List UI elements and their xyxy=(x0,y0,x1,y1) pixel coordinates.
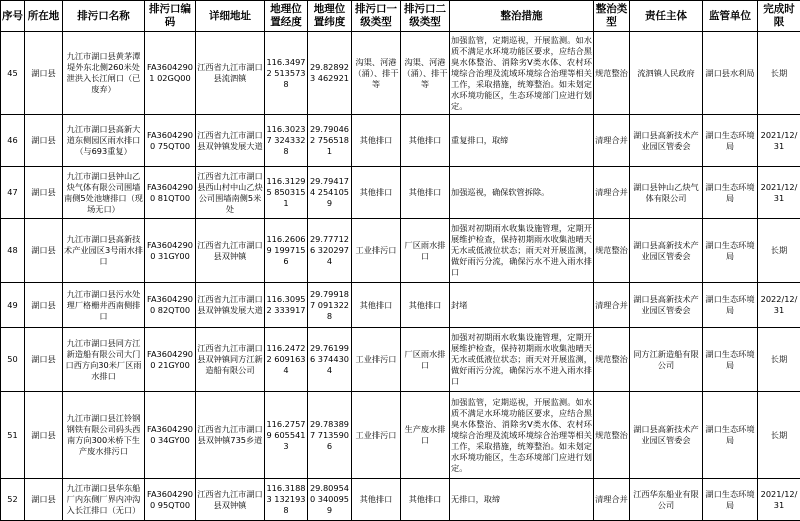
cell-latitude: 29.783897 7135906 xyxy=(308,392,352,479)
cell-name: 九江市湖口县钟山乙炔气体有限公司围墙南侧5处池塘排口（现场无口） xyxy=(63,167,145,219)
cell-longitude: 116.24722 6091634 xyxy=(265,328,308,392)
cell-longitude: 116.30237 3243328 xyxy=(265,115,308,167)
cell-no: 45 xyxy=(1,32,25,115)
header-type1: 排污口一级类型 xyxy=(352,1,401,32)
cell-type2: 沟渠、河港（涌）、排干等 xyxy=(401,32,450,115)
cell-no: 51 xyxy=(1,392,25,479)
cell-address: 江西省九江市湖口县双钟镇735乡道 xyxy=(196,392,265,479)
cell-owner: 湖口县高新技术产业园区管委会 xyxy=(630,219,703,283)
header-location: 所在地 xyxy=(25,1,63,32)
cell-code: FA36042900 34GY00 xyxy=(145,392,196,479)
cell-rectify-type: 清理合并 xyxy=(594,167,630,219)
cell-owner: 同方江新造船有限公司 xyxy=(630,328,703,392)
cell-type1: 沟渠、河港（涌）、排干等 xyxy=(352,32,401,115)
cell-code: FA36042900 31GY00 xyxy=(145,219,196,283)
cell-address: 江西省九江市湖口县流泗镇 xyxy=(196,32,265,115)
cell-location: 湖口县 xyxy=(25,219,63,283)
cell-no: 50 xyxy=(1,328,25,392)
cell-longitude: 116.26069 1997156 xyxy=(265,219,308,283)
header-address: 详细地址 xyxy=(196,1,265,32)
cell-measures: 封堵 xyxy=(450,283,594,328)
table-row xyxy=(1,479,800,521)
header-name: 排污口名称 xyxy=(63,1,145,32)
cell-type1: 其他排口 xyxy=(352,167,401,219)
cell-location: 湖口县 xyxy=(25,32,63,115)
cell-type1: 工业排污口 xyxy=(352,219,401,283)
cell-name: 九江市湖口县黄茅潭堤外东北侧260米处泄洪入长江闸口（已废弃） xyxy=(63,32,145,115)
cell-type2: 厂区雨水排口 xyxy=(401,328,450,392)
cell-code: FA36042900 21GY00 xyxy=(145,328,196,392)
cell-no: 47 xyxy=(1,167,25,219)
cell-type2: 厂区雨水排口 xyxy=(401,219,450,283)
cell-measures: 加强监管，定期巡视，开展监测。如水质不满足水环境功能区要求，应结合黑臭水体整治、消除劣V类水体、农村环境综合治理及流域环境综合治理等相关工作，采取措施，统筹整治。如未划定水环境功能区，生态环境部门应进行划定。 xyxy=(450,32,594,115)
cell-supervisor: 湖口生态环境局 xyxy=(703,328,758,392)
cell-longitude: 116.27579 6055413 xyxy=(265,392,308,479)
table-row xyxy=(1,115,800,167)
cell-address: 江西省九江市湖口县双钟镇同方江新造船有限公司 xyxy=(196,328,265,392)
cell-code: FA36042900 95QT00 xyxy=(145,479,196,521)
cell-name: 九江市湖口县高新大道东侧园区雨水排口（与693重复） xyxy=(63,115,145,167)
header-no: 序号 xyxy=(1,1,25,32)
cell-latitude: 29.790462 7565181 xyxy=(308,115,352,167)
header-owner: 责任主体 xyxy=(630,1,703,32)
cell-rectify-type: 清理合并 xyxy=(594,115,630,167)
cell-no: 49 xyxy=(1,283,25,328)
cell-supervisor: 湖口生态环境局 xyxy=(703,219,758,283)
cell-deadline: 长期 xyxy=(758,328,800,392)
cell-type2: 其他排口 xyxy=(401,167,450,219)
cell-name: 九江市湖口县同方江新造船有限公司大门口西方向30米厂区雨水排口 xyxy=(63,328,145,392)
cell-deadline: 2022/12/31 xyxy=(758,283,800,328)
table-row xyxy=(1,219,800,283)
cell-deadline: 2021/12/31 xyxy=(758,479,800,521)
cell-deadline: 2021/12/31 xyxy=(758,167,800,219)
cell-supervisor: 湖口县水利局 xyxy=(703,32,758,115)
cell-location: 湖口县 xyxy=(25,283,63,328)
header-type2: 排污口二级类型 xyxy=(401,1,450,32)
cell-name: 九江市湖口县江铃钢钢铁有限公司码头西南方向300米桥下生产废水排污口 xyxy=(63,392,145,479)
cell-address: 江西省九江市湖口县西山村中山乙炔公司围墙南侧5米处 xyxy=(196,167,265,219)
cell-supervisor: 湖口生态环境局 xyxy=(703,167,758,219)
cell-address: 江西省九江市湖口县双钟镇发展大道 xyxy=(196,283,265,328)
cell-type2: 生产废水排口 xyxy=(401,392,450,479)
header-row xyxy=(1,1,800,32)
cell-location: 湖口县 xyxy=(25,115,63,167)
table-row xyxy=(1,328,800,392)
header-latitude: 地理位置纬度 xyxy=(308,1,352,32)
cell-rectify-type: 规范整治 xyxy=(594,32,630,115)
cell-deadline: 2021/12/31 xyxy=(758,115,800,167)
cell-longitude: 116.31295 8503151 xyxy=(265,167,308,219)
table-row xyxy=(1,32,800,115)
cell-rectify-type: 规范整治 xyxy=(594,328,630,392)
cell-deadline: 长期 xyxy=(758,392,800,479)
header-rectify-type: 整治类型 xyxy=(594,1,630,32)
cell-address: 江西省九江市湖口县双钟镇 xyxy=(196,219,265,283)
cell-type1: 工业排污口 xyxy=(352,328,401,392)
cell-rectify-type: 规范整治 xyxy=(594,219,630,283)
cell-supervisor: 湖口生态环境局 xyxy=(703,283,758,328)
cell-address: 江西省九江市湖口县双钟镇发展大道 xyxy=(196,115,265,167)
cell-no: 46 xyxy=(1,115,25,167)
table-row xyxy=(1,167,800,219)
cell-no: 48 xyxy=(1,219,25,283)
cell-measures: 加强对初期雨水收集设施管理，定期开展维护检查，保持初期雨水收集池晴天无水或低液位状态；雨天对开展监测，做好雨污分流，确保污水不进入雨水排口 xyxy=(450,328,594,392)
cell-measures: 加强对初期雨水收集设施管理，定期开展维护检查，保持初期雨水收集池晴天无水或低液位状态；雨天对开展监测，做好雨污分流，确保污水不进入雨水排口 xyxy=(450,219,594,283)
cell-type1: 其他排口 xyxy=(352,115,401,167)
cell-supervisor: 湖口生态环境局 xyxy=(703,392,758,479)
header-code: 排污口编码 xyxy=(145,1,196,32)
cell-measures: 无排口，取缔 xyxy=(450,479,594,521)
cell-code: FA36042900 81QT00 xyxy=(145,167,196,219)
cell-measures: 加强监管，定期巡视，开展监测。如水质不满足水环境功能区要求，应结合黑臭水体整治、消除劣V类水体、农村环境综合治理及流域环境综合治理等相关工作，采取措施，统筹整治。如未划定水环境功能区，生态环境部门应进行划定。 xyxy=(450,392,594,479)
cell-owner: 湖口县钟山乙炔气体有限公司 xyxy=(630,167,703,219)
cell-rectify-type: 清理合并 xyxy=(594,479,630,521)
cell-latitude: 29.761996 3744304 xyxy=(308,328,352,392)
cell-supervisor: 湖口生态环境局 xyxy=(703,115,758,167)
header-measures: 整治措施 xyxy=(450,1,594,32)
cell-longitude: 116.34972 5135738 xyxy=(265,32,308,115)
cell-owner: 江西华东船业有限公司 xyxy=(630,479,703,521)
cell-deadline: 长期 xyxy=(758,32,800,115)
cell-longitude: 116.31883 1321938 xyxy=(265,479,308,521)
header-supervisor: 监管单位 xyxy=(703,1,758,32)
cell-latitude: 29.809540 3400959 xyxy=(308,479,352,521)
cell-code: FA36042901 02GQ00 xyxy=(145,32,196,115)
cell-measures: 重复排口，取缔 xyxy=(450,115,594,167)
header-longitude: 地理位置经度 xyxy=(265,1,308,32)
table-row xyxy=(1,392,800,479)
cell-name: 九江市湖口县华东船厂内东侧厂界内冲沟入长江排口（无口） xyxy=(63,479,145,521)
cell-longitude: 116.30952 333917 xyxy=(265,283,308,328)
cell-deadline: 长期 xyxy=(758,219,800,283)
cell-type1: 其他排口 xyxy=(352,283,401,328)
cell-location: 湖口县 xyxy=(25,328,63,392)
cell-owner: 湖口县高新技术产业园区管委会 xyxy=(630,283,703,328)
header-deadline: 完成时限 xyxy=(758,1,800,32)
cell-measures: 加强巡视，确保软管拆除。 xyxy=(450,167,594,219)
cell-type2: 其他排口 xyxy=(401,283,450,328)
cell-type1: 其他排口 xyxy=(352,479,401,521)
cell-code: FA36042900 82QT00 xyxy=(145,283,196,328)
cell-location: 湖口县 xyxy=(25,479,63,521)
cell-name: 九江市湖口县高新技术产业园区3号雨水排口 xyxy=(63,219,145,283)
cell-code: FA36042900 75QT00 xyxy=(145,115,196,167)
cell-owner: 流泗镇人民政府 xyxy=(630,32,703,115)
cell-type1: 工业排污口 xyxy=(352,392,401,479)
cell-latitude: 29.777126 3202974 xyxy=(308,219,352,283)
cell-latitude: 29.799187 0913228 xyxy=(308,283,352,328)
cell-latitude: 29.794174 2541059 xyxy=(308,167,352,219)
cell-location: 湖口县 xyxy=(25,392,63,479)
table-row xyxy=(1,283,800,328)
cell-rectify-type: 清理合并 xyxy=(594,283,630,328)
cell-owner: 湖口县高新技术产业园区管委会 xyxy=(630,115,703,167)
cell-no: 52 xyxy=(1,479,25,521)
cell-type2: 其他排口 xyxy=(401,479,450,521)
cell-location: 湖口县 xyxy=(25,167,63,219)
cell-name: 九江市湖口县污水处理厂格栅井西南侧排口 xyxy=(63,283,145,328)
cell-supervisor: 湖口生态环境局 xyxy=(703,479,758,521)
cell-type2: 其他排口 xyxy=(401,115,450,167)
cell-latitude: 29.828923 462921 xyxy=(308,32,352,115)
cell-address: 江西省九江市湖口县双钟镇 xyxy=(196,479,265,521)
cell-rectify-type: 规范整治 xyxy=(594,392,630,479)
cell-owner: 湖口县高新技术产业园区管委会 xyxy=(630,392,703,479)
